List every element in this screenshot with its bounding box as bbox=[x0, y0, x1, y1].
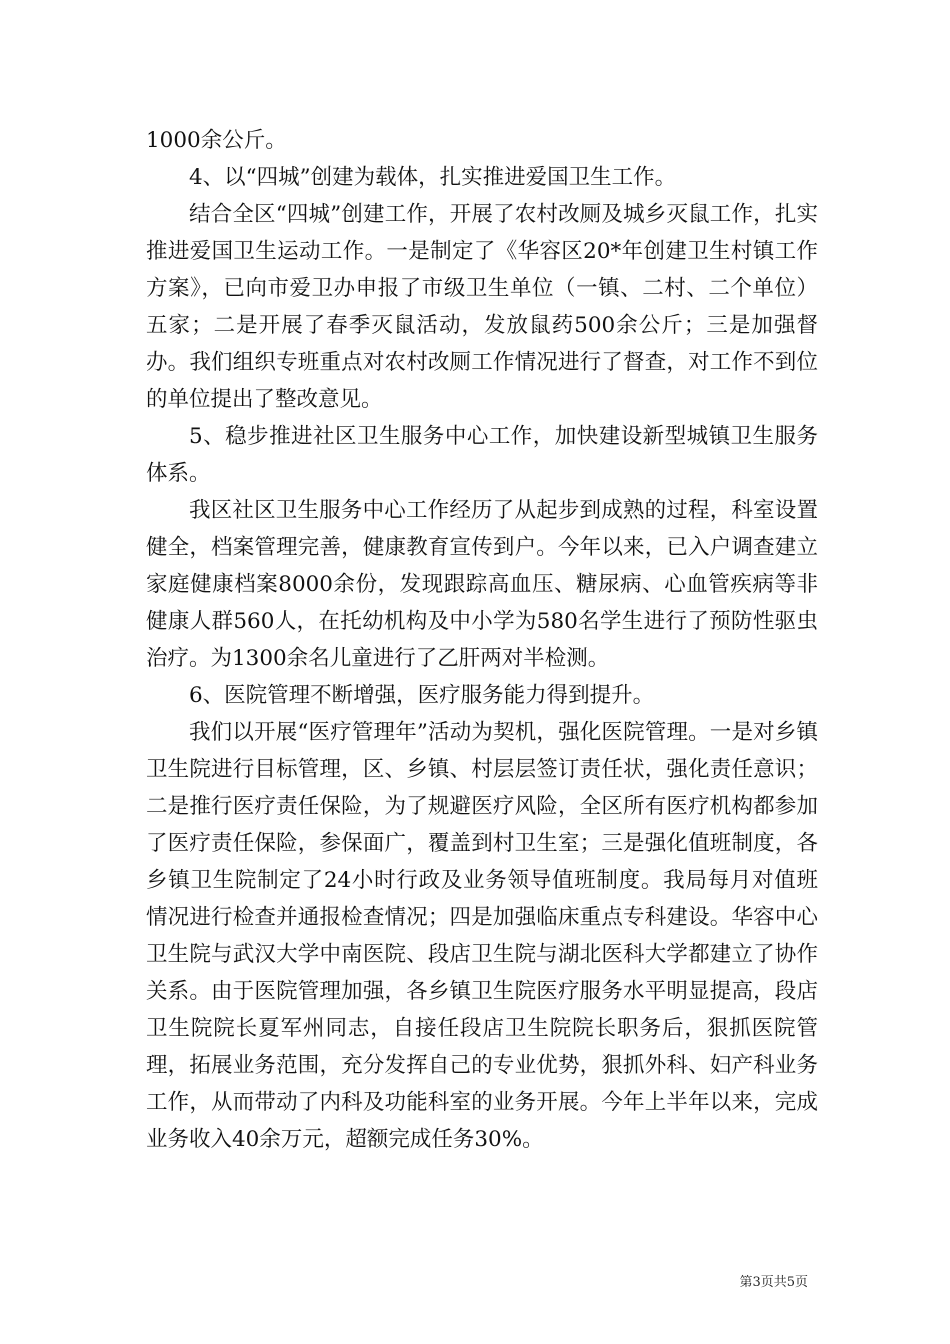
paragraph-continuation: 1000余公斤。 bbox=[146, 128, 287, 153]
page-number: 第3页共5页 bbox=[739, 1275, 808, 1290]
section-heading-4: 4、以“四城”创建为载体，扎实推进爱国卫生工作。 bbox=[189, 165, 677, 190]
section-heading-6: 6、医院管理不断增强，医疗服务能力得到提升。 bbox=[189, 683, 655, 708]
paragraph-patriotic-health: 结合全区“四城”创建工作，开展了农村改厕及城乡灭鼠工作，扎实推进爱国卫生运动工作。一是制定了《华容区20*年创建卫生村镇工作方案》，已向市爱卫办申报了市级卫生单位（一镇、二村、二个单位）五家；二是开展了春季灭鼠活动，发放鼠药500余公斤；三是加强督办。我们组织专班重点对农村改厕工作情况进行了督查，对工作不到位的单位提出了整改意见。 bbox=[146, 202, 818, 412]
document-body bbox=[146, 122, 818, 1158]
paragraph-community-health: 我区社区卫生服务中心工作经历了从起步到成熟的过程，科室设置健全，档案管理完善，健康教育宣传到户。今年以来，已入户调查建立家庭健康档案8000余份，发现跟踪高血压、糖尿病、心血管疾病等非健康人群560人，在托幼机构及中小学为580名学生进行了预防性驱虫治疗。为1300余名儿童进行了乙肝两对半检测。 bbox=[146, 498, 818, 671]
paragraph-hospital-management: 我们以开展“医疗管理年”活动为契机，强化医院管理。一是对乡镇卫生院进行目标管理，区、乡镇、村层层签订责任状，强化责任意识；二是推行医疗责任保险，为了规避医疗风险，全区所有医疗机构都参加了医疗责任保险，参保面广，覆盖到村卫生室；三是强化值班制度，各乡镇卫生院制定了24小时行政及业务领导值班制度。我局每月对值班情况进行检查并通报检查情况；四是加强临床重点专科建设。华容中心卫生院与武汉大学中南医院、段店卫生院与湖北医科大学都建立了协作关系。由于医院管理加强，各乡镇卫生院医疗服务水平明显提高，段店卫生院院长夏军州同志，自接任段店卫生院院长职务后，狠抓医院管理，拓展业务范围，充分发挥自己的专业优势，狠抓外科、妇产科业务工作，从而带动了内科及功能科室的业务开展。今年上半年以来，完成业务收入40余万元，超额完成任务30%。 bbox=[146, 720, 818, 1152]
section-heading-5: 5、稳步推进社区卫生服务中心工作，加快建设新型城镇卫生服务体系。 bbox=[146, 424, 818, 486]
